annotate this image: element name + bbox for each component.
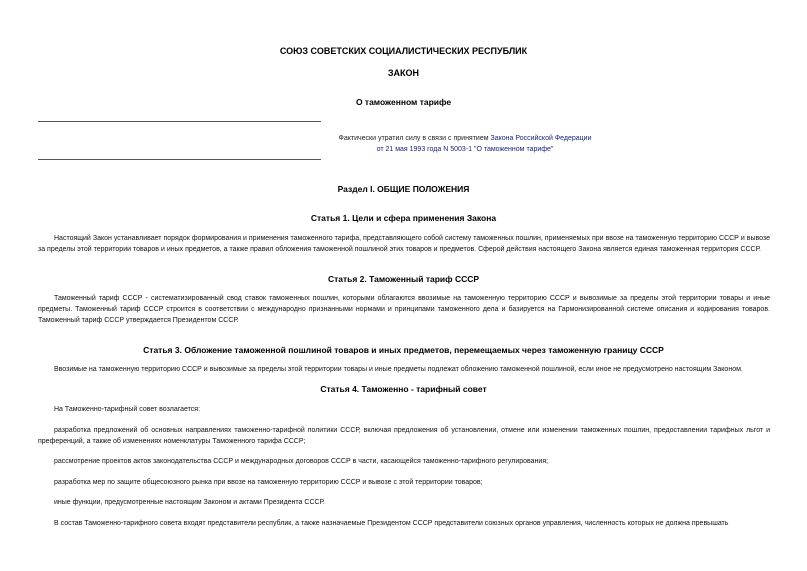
validity-note	[200, 133, 730, 155]
article-4-para-4: разработка мер по защите общесоюзного рынка при ввозе на таможенную территорию СССР и вывозе с этой территории товаров;	[54, 479, 483, 486]
union-heading: СОЮЗ СОВЕТСКИХ СОЦИАЛИСТИЧЕСКИХ РЕСПУБЛИК	[279, 46, 528, 56]
bottom-divider	[38, 159, 321, 160]
article-2-title: Статья 2. Таможенный тариф СССР	[327, 274, 480, 284]
article-4-para-5: иные функции, предусмотренные настоящим Законом и актами Президента СССР.	[54, 499, 325, 506]
top-divider	[38, 121, 321, 122]
law-title: О таможенном тарифе	[355, 97, 452, 107]
article-4-para-1: На Таможенно-тарифный совет возлагается:	[54, 406, 201, 413]
law-link-name[interactable]: Закона Российской Федерации	[490, 135, 592, 142]
article-2-text: Таможенный тариф СССР - систематизированный свод ставок таможенных пошлин, которыми облагаются ввозимые на таможенную территорию СССР и вывозимые за пределы этой территории товары и иные предметы. Таможенный тариф СССР строится в соответствии с международно признанными нормами и принципами таможенного дела и базируется на Гармонизированной системе описания и кодирования товаров. Таможенный тариф СССР утверждается Президентом СССР.	[38, 295, 770, 324]
article-4-para-3: рассмотрение проектов актов законодательства СССР и международных договоров СССР в части, касающейся таможенно-тарифного регулирования;	[54, 458, 549, 465]
article-4-para-2: разработка предложений об основных направлениях таможенно-тарифной политики СССР, включая предложения об установлении, отмене или изменении таможенных пошлин, предоставлении тарифных льгот и преференций, а также об изменениях номенклатуры Таможенного тарифа СССР;	[38, 427, 770, 445]
article-4-para-6: В состав Таможенно-тарифного совета входят представители республик, а также назначаемые Президентом СССР представители союзных органов управления, численность которых не должна превышать	[54, 520, 729, 527]
article-1-title: Статья 1. Цели и сфера применения Закона	[310, 213, 497, 223]
section-title: Раздел I. ОБЩИЕ ПОЛОЖЕНИЯ	[337, 184, 470, 194]
article-3-title: Статья 3. Обложение таможенной пошлиной товаров и иных предметов, перемещаемых через таможенную границу СССР	[143, 345, 664, 355]
article-3-text: Ввозимые на таможенную территорию СССР и вывозимые за пределы этой территории товары и иные предметы подлежат обложению таможенной пошлиной, если иное не предусмотрено настоящим Законом.	[54, 366, 743, 373]
article-4-title: Статья 4. Таможенно - тарифный совет	[320, 384, 487, 394]
law-link-date[interactable]: от 21 мая 1993 года N 5003-1 "О таможенном тарифе"	[376, 146, 554, 153]
doc-type-heading: ЗАКОН	[387, 68, 420, 78]
article-1-text: Настоящий Закон устанавливает порядок формирования и применения таможенного тарифа, представляющего собой систему таможенных пошлин, применяемых при ввозе на таможенную территорию СССР и вывозе за пределы этой территории товаров и иных предметов, а также правил обложения таможенной пошлиной этих товаров и предметов. Сферой действия настоящего Закона является единая таможенная территория СССР.	[38, 235, 770, 253]
note-text: Фактически утратил силу в связи с принятием	[338, 135, 491, 142]
